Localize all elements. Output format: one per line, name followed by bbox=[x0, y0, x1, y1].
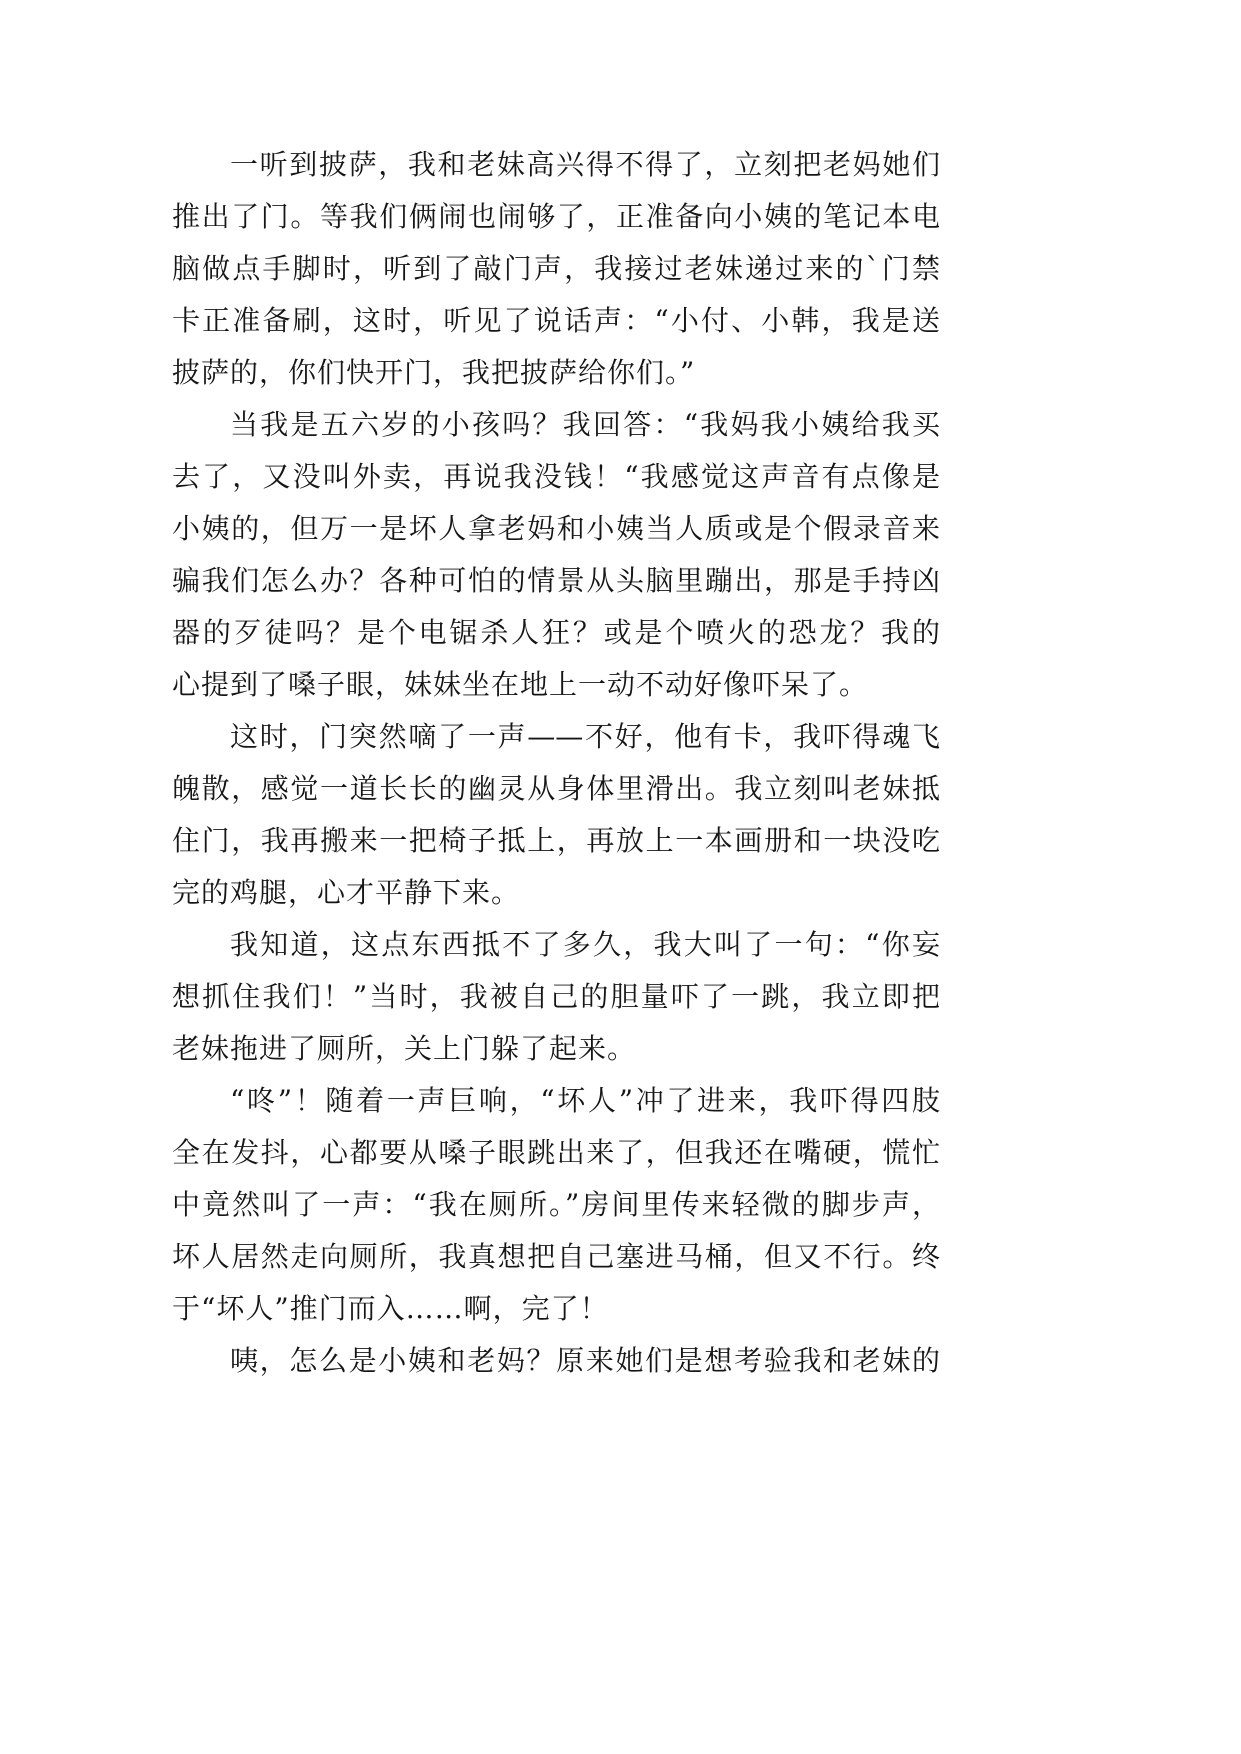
text-line: 中竟然叫了一声：“我在厕所。”房间里传来轻微的脚步声， bbox=[172, 1188, 940, 1221]
text-line: “咚”！随着一声巨响，“坏人”冲了进来，我吓得四肢 bbox=[230, 1084, 940, 1117]
paragraph-5 bbox=[172, 1075, 940, 1335]
text-line: 小姨的，但万一是坏人拿老妈和小姨当人质或是个假录音来 bbox=[172, 512, 940, 545]
text-line: 完的鸡腿，心才平静下来。 bbox=[172, 876, 521, 909]
text-line: 一听到披萨，我和老妹高兴得不得了，立刻把老妈她们 bbox=[230, 148, 940, 181]
paragraph-2 bbox=[172, 399, 940, 711]
text-line: 披萨的，你们快开门，我把披萨给你们。” bbox=[172, 356, 696, 389]
text-line: 坏人居然走向厕所，我真想把自己塞进马桶，但又不行。终 bbox=[172, 1240, 940, 1273]
paragraph-1 bbox=[172, 139, 940, 399]
text-line: 卡正准备刷，这时，听见了说话声：“小付、小韩，我是送 bbox=[172, 304, 940, 337]
text-line: 咦，怎么是小姨和老妈？原来她们是想考验我和老妹的 bbox=[230, 1344, 940, 1377]
text-line: 于“坏人”推门而入……啊，完了！ bbox=[172, 1292, 609, 1325]
text-line: 想抓住我们！”当时，我被自己的胆量吓了一跳，我立即把 bbox=[172, 980, 940, 1013]
text-line: 推出了门。等我们俩闹也闹够了，正准备向小姨的笔记本电 bbox=[172, 200, 940, 233]
text-line: 心提到了嗓子眼，妹妹坐在地上一动不动好像吓呆了。 bbox=[172, 668, 869, 701]
text-line: 脑做点手脚时，听到了敲门声，我接过老妹递过来的`门禁 bbox=[172, 252, 940, 285]
text-line: 骗我们怎么办？各种可怕的情景从头脑里蹦出，那是手持凶 bbox=[172, 564, 940, 597]
text-line: 老妹拖进了厕所，关上门躲了起来。 bbox=[172, 1032, 637, 1065]
text-line: 住门，我再搬来一把椅子抵上，再放上一本画册和一块没吃 bbox=[172, 824, 940, 857]
paragraph-3 bbox=[172, 711, 940, 919]
text-line: 去了，又没叫外卖，再说我没钱！“我感觉这声音有点像是 bbox=[172, 460, 940, 493]
text-line: 我知道，这点东西抵不了多久，我大叫了一句：“你妄 bbox=[230, 928, 940, 961]
paragraph-4 bbox=[172, 919, 940, 1075]
document-body bbox=[172, 139, 940, 1387]
text-line: 全在发抖，心都要从嗓子眼跳出来了，但我还在嘴硬，慌忙 bbox=[172, 1136, 940, 1169]
text-line: 当我是五六岁的小孩吗？我回答：“我妈我小姨给我买 bbox=[230, 408, 940, 441]
paragraph-6 bbox=[172, 1335, 940, 1387]
text-line: 这时，门突然嘀了一声——不好，他有卡，我吓得魂飞 bbox=[230, 720, 940, 753]
text-line: 魄散，感觉一道长长的幽灵从身体里滑出。我立刻叫老妹抵 bbox=[172, 772, 940, 805]
text-line: 器的歹徒吗？是个电锯杀人狂？或是个喷火的恐龙？我的 bbox=[172, 616, 940, 649]
